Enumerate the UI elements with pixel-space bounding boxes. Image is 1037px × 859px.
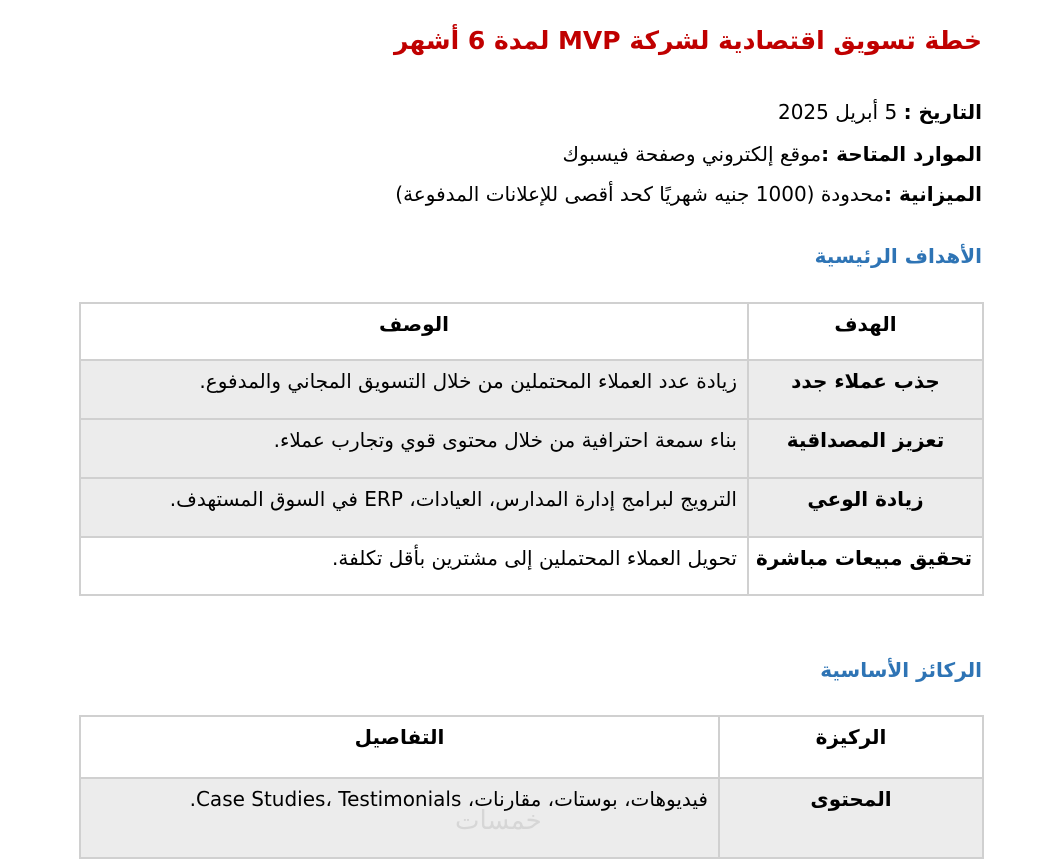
description-cell: تحويل العملاء المحتملين إلى مشترين بأقل تكلفة.	[80, 537, 748, 595]
date-line	[778, 100, 982, 124]
table-row	[80, 419, 983, 478]
budget-label: الميزانية :	[884, 182, 982, 206]
pillar-cell: المحتوى	[719, 778, 983, 858]
description-cell: بناء سمعة احترافية من خلال محتوى قوي وتجارب عملاء.	[80, 419, 748, 478]
goal-cell: زيادة الوعي	[748, 478, 983, 537]
pillar-column-header: الركيزة	[719, 716, 983, 778]
pillars-heading: الركائز الأساسية	[820, 658, 982, 682]
table-row	[80, 478, 983, 537]
budget-line	[395, 182, 982, 206]
pillars-table	[79, 715, 984, 859]
pillars-header-row	[80, 716, 983, 778]
details-column-header: التفاصيل	[80, 716, 719, 778]
goal-cell: تعزيز المصداقية	[748, 419, 983, 478]
goal-cell: جذب عملاء جدد	[748, 360, 983, 419]
description-column-header: الوصف	[80, 303, 748, 360]
budget-value: محدودة (1000 جنيه شهريًا كحد أقصى للإعلانات المدفوعة)	[395, 182, 884, 206]
document-title: خطة تسويق اقتصادية لشركة MVP لمدة 6 أشهر	[393, 26, 982, 55]
goal-column-header: الهدف	[748, 303, 983, 360]
description-cell: الترويج لبرامج إدارة المدارس، العيادات، ERP في السوق المستهدف.	[80, 478, 748, 537]
date-value: 5 أبريل 2025	[777, 100, 904, 124]
watermark-logo: خمسات	[455, 806, 542, 836]
goals-header-row	[80, 303, 983, 360]
resources-line	[562, 142, 982, 166]
goal-cell: تحقيق مبيعات مباشرة	[748, 537, 983, 595]
resources-value: موقع إلكتروني وصفحة فيسبوك	[562, 142, 822, 166]
table-row	[80, 360, 983, 419]
description-cell: زيادة عدد العملاء المحتملين من خلال التسويق المجاني والمدفوع.	[80, 360, 748, 419]
details-cell: فيديوهات، بوستات، مقارنات، Case Studies، Testimonials.	[80, 778, 719, 858]
date-label: التاريخ :	[903, 100, 982, 124]
resources-label: الموارد المتاحة :	[821, 142, 982, 166]
goals-table	[79, 302, 984, 596]
table-row	[80, 537, 983, 595]
goals-heading: الأهداف الرئيسية	[814, 244, 982, 268]
